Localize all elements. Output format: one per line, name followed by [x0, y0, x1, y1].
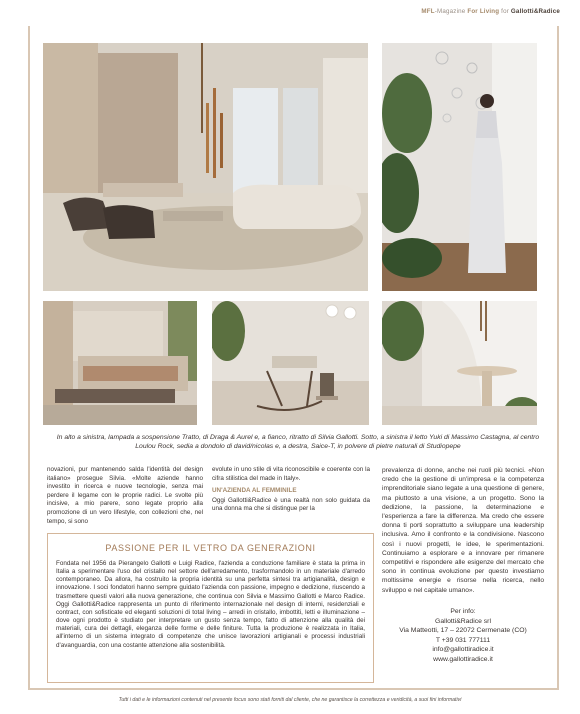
header-magazine: -Magazine — [434, 8, 468, 15]
photo-saice-t-table — [382, 301, 537, 425]
column-2-text: evolute in uno stile di vita riconoscibile e coerente con la cifra stilistica del made in Italy». — [212, 466, 370, 482]
contact-info — [382, 607, 544, 665]
photo-caption: In alto a sinistra, lampada a sospensione Tratto, di Draga & Aurel e, a fianco, ritratto di Silvia Gallotti. Sotto, a sinistra il letto Yuki di Massimo Castagna, al centro Loulou Rock, sedia a dondolo di david/nicolas e, a destra, Saice-T, in polvere di pietre naturali di Studiopepe — [56, 434, 540, 450]
text-column-2 — [212, 466, 370, 514]
info-label: Per info: — [450, 608, 476, 615]
info-phone: T +39 031 777111 — [435, 636, 491, 644]
photo-rocking-chair-loulou — [212, 301, 369, 425]
box-text: Fondata nel 1956 da Pierangelo Gallotti e Luigi Radice, l'azienda a conduzione familiare è stata la prima in Italia a sperimentare l'uso del cristallo nel settore dell'arredamento, trasformandolo in un materiale d'arredo contemporaneo. Da allora, ha costruito la propria identità su una perfetta sintesi tra artigianalità, design e innovazione. I soci fondatori hanno sempre guidato l'azienda con passione, impegno e dedizione, riuscendo a trasmettere questi valori alla nuova generazione, che continua con Silvia e Massimo Gallotti e Marco Radice. Oggi Gallotti&Radice rappresenta un punto di riferimento internazionale nel design di interni, residenziali e contract, con sofisticate ed eleganti soluzioni di total living – arredi in cristallo, imbottiti, letti e illuminazione – dove ogni prodotto è studiato per interpretare un gusto senza tempo, fatto di attenzione alla qualità dei materiali, cura dei dettagli, eleganza delle forme e delle finiture. Tutta la produzione è realizzata in Italia, all'interno di un sistema integrato di competenze che unisce lavorazioni artigianali e processi industriali d'avanguardia, con una costante attenzione alla sostenibilità. — [56, 560, 365, 649]
disclaimer-footer: Tutti i dati e le informazioni contenuti nel presente focus sono stati forniti dal cliente, che ne garantisce la correttezza e veridicità, a suoi fini informativi — [118, 697, 462, 703]
box-title: PASSIONE PER IL VETRO DA GENERAZIONI — [105, 543, 316, 553]
info-company: Gallotti&Radice srl — [435, 617, 491, 625]
info-address: Via Matteotti, 17 – 22072 Cermenate (CO) — [399, 627, 527, 635]
text-column-1 — [47, 466, 203, 526]
page-frame-right — [557, 26, 559, 690]
column-1-text: novazioni, pur mantenendo salda l'identità del design italiano» prosegue Silvia. «Molte aziende hanno investito in ricerca e nuove tecnologie, senza mai perdere il legame con le proprie radici. Le svolte più incisive, a mio parere, sono legate proprio alla promozione di un vero lifestyle, con collezioni che, nel tempo, si sono — [47, 466, 203, 525]
text-column-3: prevalenza di donne, anche nei ruoli più tecnici. «Non credo che la gestione di un'impresa e la competenza imprenditoriale siano legate a una questione di genere, ma piuttosto a una visione, a un progetto. Sono la dedizione, la passione, la determinazione e l'esperienza a fare la differenza. Ma credo che essere donna ti porti soprattutto a sviluppare una leadership inclusiva. Amo il confronto e la condivisione. Nascono così i nuovi progetti, le idee, le sperimentazioni. Continuiamo a esplorare e a innovare per rimanere competitivi e rispondere alle esigenze del mercato che sono in continua evoluzione per questo investiamo moltissime energie e risorse nella ricerca, nello sviluppo e nel capitale umano». — [382, 467, 544, 594]
history-box — [47, 533, 374, 683]
page-header — [421, 8, 560, 15]
header-for: for — [501, 8, 511, 15]
header-mfl: MFL — [421, 8, 435, 15]
column-2-text-2: Oggi Gallotti&Radice è una realtà non solo guidata da una donna ma che si distingue per la — [212, 496, 370, 513]
header-brand: Gallotti&Radice — [510, 8, 560, 15]
header-for-living: For Living — [467, 8, 502, 15]
info-email[interactable]: info@gallottiradice.it — [432, 646, 494, 654]
info-website[interactable]: www.gallottiradice.it — [433, 655, 493, 663]
photo-living-room-lamp — [43, 43, 368, 291]
photo-portrait-silvia-gallotti — [382, 43, 537, 291]
subheading-azienda-femminile: UN'AZIENDA AL FEMMINILE — [212, 487, 297, 495]
photo-bed-yuki — [43, 301, 197, 425]
